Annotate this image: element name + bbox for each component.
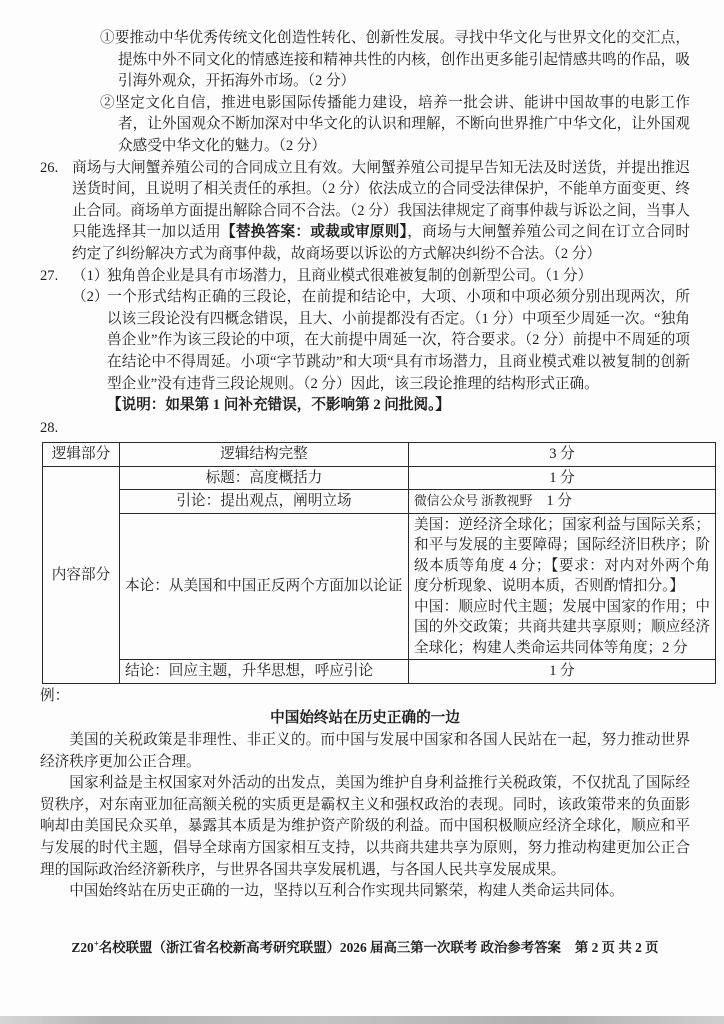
- cell-score-conclusion: 1 分: [409, 660, 716, 684]
- question-number-28: 28.: [40, 419, 59, 436]
- essay-paragraph-1: 美国的关税政策是非理性、非正义的。而中国与发展中国家和各国人民站在一起，努力推动世界经济秩序更加公正合理。: [40, 731, 690, 770]
- cell-score-logic: 3 分: [409, 443, 716, 467]
- table-row-mainbody: [43, 513, 716, 660]
- cell-item-title: 标题：高度概括力: [120, 466, 409, 490]
- cell-item-intro: 引论：提出观点，阐明立场: [120, 490, 409, 514]
- answer-item-27-part-2: [40, 287, 690, 395]
- cell-section-content: 内容部分: [43, 466, 120, 683]
- answer-26-text-a: 商场与大闸蟹养殖公司的合同成立且有效。大闸蟹养殖公司提早告知无法及时送货，并提出推迟送货时间，且说明了相关责任的承担。（2 分）依法成立的合同受法律保护，不能单方面变更、终止合同。商场单方面提出解除合同不合法。（2 分）我国法律规定了商事仲裁与诉讼之间，当事人只能选择其一加以适用: [72, 159, 690, 241]
- essay-paragraph-2: 国家利益是主权国家对外活动的出发点，美国为维护自身利益推行关税政策，不仅扰乱了国际经贸秩序，对东南亚加征高额关税的实质更是霸权主义和强权政治的表现。同时，该政策带来的负面影响却由美国民众买单，暴露其本质是为维护资产阶级的利益。而中国积极顺应经济全球化，顺应和平与发展的时代主题，倡导全球南方国家相互支持，以共商共建共享为原则，努力推动构建更加公正合理的国际政治经济新秩序，与世界各国共享发展机遇，与各国人民共享发展成果。: [40, 775, 690, 878]
- point-1-marker: ①: [100, 30, 115, 46]
- answer-27-grading-note: 【说明：如果第 1 问补充错误，不影响第 2 问批阅。】: [107, 397, 450, 414]
- table-row-title: [43, 466, 716, 490]
- scanned-page-bottom-edge: [0, 1016, 724, 1024]
- cell-score-title: 1 分: [409, 466, 716, 490]
- page-footer: [40, 937, 690, 956]
- point-2-text: 坚定文化自信，推进电影国际传播能力建设，培养一批会讲、能讲中国故事的电影工作者，让外国观众不断加深对中华文化的认识和理解，不断向世界推广中华文化，让外国观众感受中华文化的魅力。（2 分）: [115, 94, 690, 154]
- cell-item-mainbody: 本论：从美国和中国正反两个方面加以论证: [120, 513, 409, 660]
- intro-score: 1 分: [546, 493, 572, 510]
- table-row-conclusion: [43, 660, 716, 684]
- footer-superscript: +: [93, 938, 99, 949]
- cell-score-intro: [409, 490, 716, 514]
- point-1-text: 要推动中华优秀传统文化创造性转化、创新性发展。寻找中华文化与世界文化的交汇点，提炼中外不同文化的情感连接和精神共性的内核，创作出更多能引起情感共鸣的作品，吸引海外观众，开拓海外市场。（2 分）: [114, 30, 690, 90]
- table-row-intro: [43, 490, 716, 514]
- cell-score-mainbody: [409, 513, 716, 660]
- answer-26-replacement-note: 【替换答案：或裁或审原则】: [220, 224, 408, 241]
- answer-26-text-b: ，商场与大闸蟹养殖公司之间在订立合同时约定了纠纷解决方式为商事仲裁，故商场要以诉讼的方式解决纠纷不合法。（2 分）: [72, 224, 690, 262]
- essay-title: 中国始终站在历史正确的一边: [270, 710, 460, 727]
- question-number-26: 26.: [40, 159, 59, 176]
- table-row-logic: [43, 443, 716, 467]
- answer-content: [40, 28, 710, 903]
- page-indicator: 第 2 页 共 2 页: [574, 940, 659, 955]
- scoring-table: [42, 442, 716, 684]
- footer-league-name: Z20+名校联盟（浙江省名校新高考研究联盟）2026 届高三第一次联考 政治参考答案: [71, 938, 561, 955]
- mainbody-usa-criteria: 美国：逆经济全球化；国家利益与国际关系；和平与发展的主要障碍；国际经济旧秩序；阶级本质等角度 4 分；【要求：对内对外两个角度分析现象、说明本质，否则酌情扣分。】: [414, 516, 710, 595]
- part-1-marker: （1）: [72, 267, 109, 284]
- question-number-27: 27.: [40, 267, 59, 284]
- part-2-marker: （2）: [72, 289, 109, 306]
- cell-item-conclusion: 结论：回应主题，升华思想，呼应引论: [120, 660, 409, 684]
- essay-paragraph-3: 中国始终站在历史正确的一边，坚持以互利合作实现共同繁荣，构建人类命运共同体。: [69, 883, 624, 900]
- answer-item-27-part-1: [40, 266, 690, 288]
- example-label: 例：: [40, 687, 70, 704]
- answer-item-25-point-2: [40, 93, 690, 158]
- answer-27-part-1-text: 独角兽企业是具有市场潜力，且商业模式很难被复制的创新型公司。（1 分）: [107, 267, 593, 284]
- wechat-watermark: 微信公众号 浙教视野: [414, 494, 533, 509]
- cell-section-logic: 逻辑部分: [43, 443, 120, 467]
- mainbody-china-criteria: 中国：顺应时代主题；发展中国家的作用；中国的外交政策；共商共建共享原则；顺应经济全球化；构建人类命运共同体等角度；2 分: [414, 598, 710, 656]
- answer-item-26: [40, 158, 690, 266]
- cell-item-logic-structure: 逻辑结构完整: [120, 443, 409, 467]
- answer-27-part-2-text: 一个形式结构正确的三段论，在前提和结论中，大项、小项和中项必须分别出现两次，所以该三段论没有四概念错误，且大、小前提都没有否定。（1 分）中项至少周延一次。“独角兽企业”作为该三段论的中项，在大前提中周延一次，符合要求。（2 分）前提中不周延的项在结论中不得周延。小项“字节跳动”和大项“具有市场潜力，且商业模式难以被复制的创新型企业”没有违背三段论规则。（2 分）因此，该三段论推理的结构形式正确。: [107, 289, 690, 392]
- answer-item-25-point-1: [40, 28, 690, 93]
- point-2-marker: ②: [100, 94, 116, 111]
